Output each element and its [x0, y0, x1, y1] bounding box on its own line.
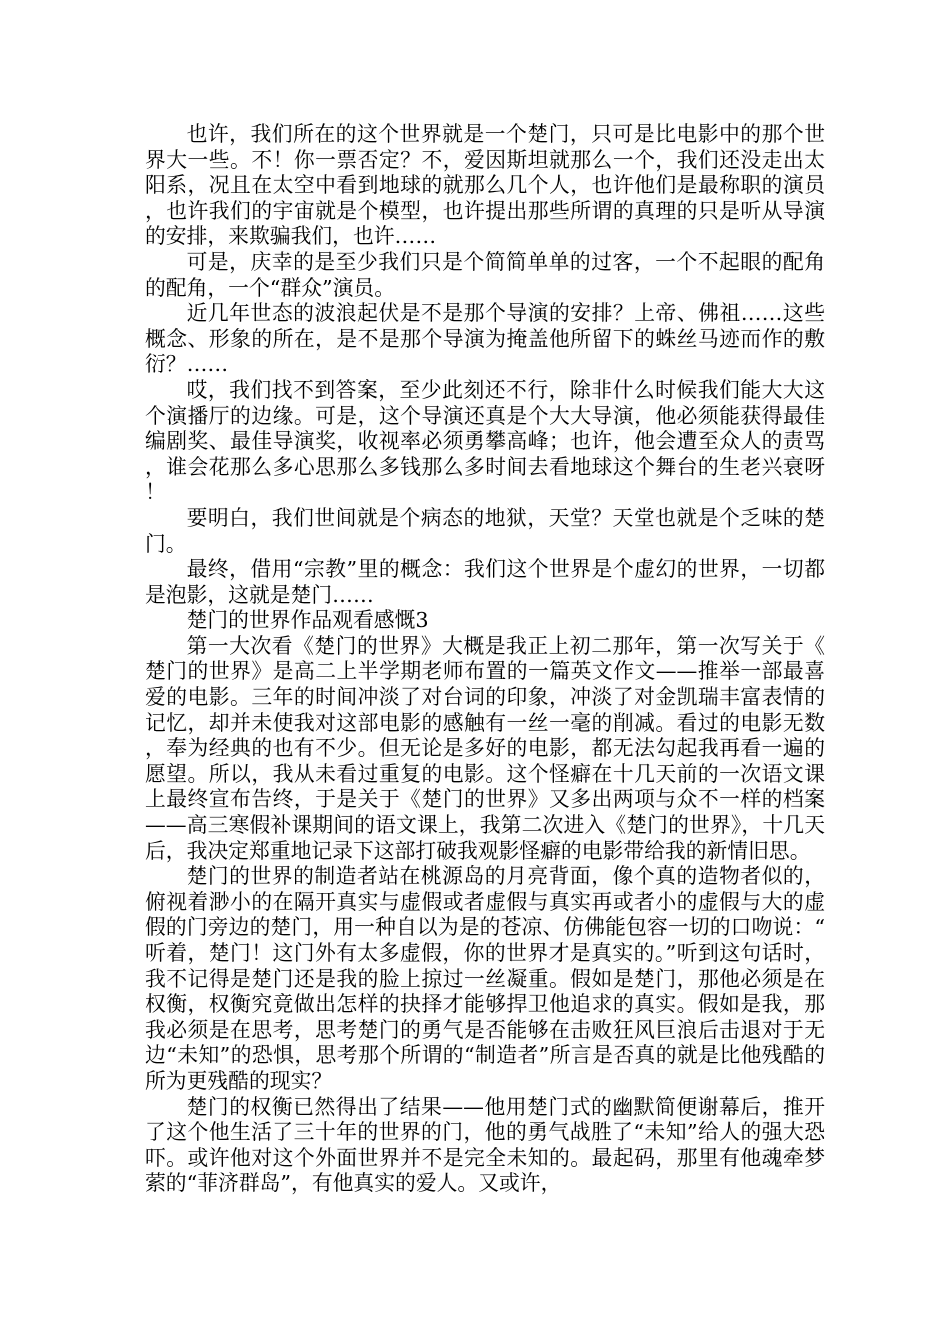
paragraph: 楚门的世界的制造者站在桃源岛的月亮背面，像个真的造物者似的，俯视着渺小的在隔开真实与虚假或者虚假与真实再或者小的虚假与大的虚假的门旁边的楚门，用一种自以为是的苍凉、仿佛能包容一切的口吻说：“听着，楚门！这门外有太多虚假，你的世界才是真实的。”听到这句话时，我不记得是楚门还是我的脸上掠过一丝凝重。假如是楚门，那他必须是在权衡，权衡究竟做出怎样的抉择才能够捍卫他追求的真实。假如是我，那我必须是在思考，思考楚门的勇气是否能够在击败狂风巨浪后击退对于无边“未知”的恐惧，思考那个所谓的“制造者”所言是否真的就是比他残酷的所为更残酷的现实？	[145, 864, 825, 1093]
section-heading: 楚门的世界作品观看感慨3	[186, 608, 429, 633]
paragraph: 近几年世态的波浪起伏是不是那个导演的安排？上帝、佛祖……这些概念、形象的所在，是不是那个导演为掩盖他所留下的蛛丝马迹而作的敷衍？……	[145, 301, 825, 377]
paragraph: 可是，庆幸的是至少我们只是个简简单单的过客，一个不起眼的配角的配角，一个“群众”演员。	[145, 249, 825, 300]
paragraph: 第一大次看《楚门的世界》大概是我正上初二那年，第一次写关于《楚门的世界》是高二上半学期老师布置的一篇英文作文——推举一部最喜爱的电影。三年的时间冲淡了对台词的印象，冲淡了对金凯瑞丰富表情的记忆，却并未使我对这部电影的感触有一丝一毫的削减。看过的电影无数，奉为经典的也有不少。但无论是多好的电影，都无法勾起我再看一遍的愿望。所以，我从未看过重复的电影。这个怪癖在十几天前的一次语文课上最终宣布告终，于是关于《楚门的世界》又多出两项与众不一样的档案——高三寒假补课期间的语文课上，我第二次进入《楚门的世界》，十几天后，我决定郑重地记录下这部打破我观影怪癖的电影带给我的新情旧思。	[145, 633, 825, 863]
paragraph: 楚门的权衡已然得出了结果——他用楚门式的幽默简便谢幕后，推开了这个他生活了三十年的世界的门，他的勇气战胜了“未知”给人的强大恐吓。或许他对这个外面世界并不是完全未知的。最起码，那里有他魂牵梦萦的“菲济群岛”，有他真实的爱人。又或许，	[145, 1094, 825, 1196]
paragraph: 也许，我们所在的这个世界就是一个楚门，只可是比电影中的那个世界大一些。不！你一票否定？不，爱因斯坦就那么一个，我们还没走出太阳系，况且在太空中看到地球的就那么几个人，也许他们是最称职的演员，也许我们的宇宙就是个模型，也许提出那些所谓的真理的只是听从导演的安排，来欺骗我们，也许……	[145, 122, 825, 249]
document-body	[145, 122, 825, 1197]
paragraph: 最终，借用“宗教”里的概念：我们这个世界是个虚幻的世界，一切都是泡影，这就是楚门……	[145, 557, 825, 607]
paragraph: 要明白，我们世间就是个病态的地狱，天堂？天堂也就是个乏味的楚门。	[145, 505, 825, 556]
paragraph: 哎，我们找不到答案，至少此刻还不行，除非什么时候我们能大大这个演播厅的边缘。可是，这个导演还真是个大大导演，他必须能获得最佳编剧奖、最佳导演奖，收视率必须勇攀高峰；也许，他会遭至众人的责骂，谁会花那么多心思那么多钱那么多时间去看地球这个舞台的生老兴衰呀！	[145, 377, 825, 505]
